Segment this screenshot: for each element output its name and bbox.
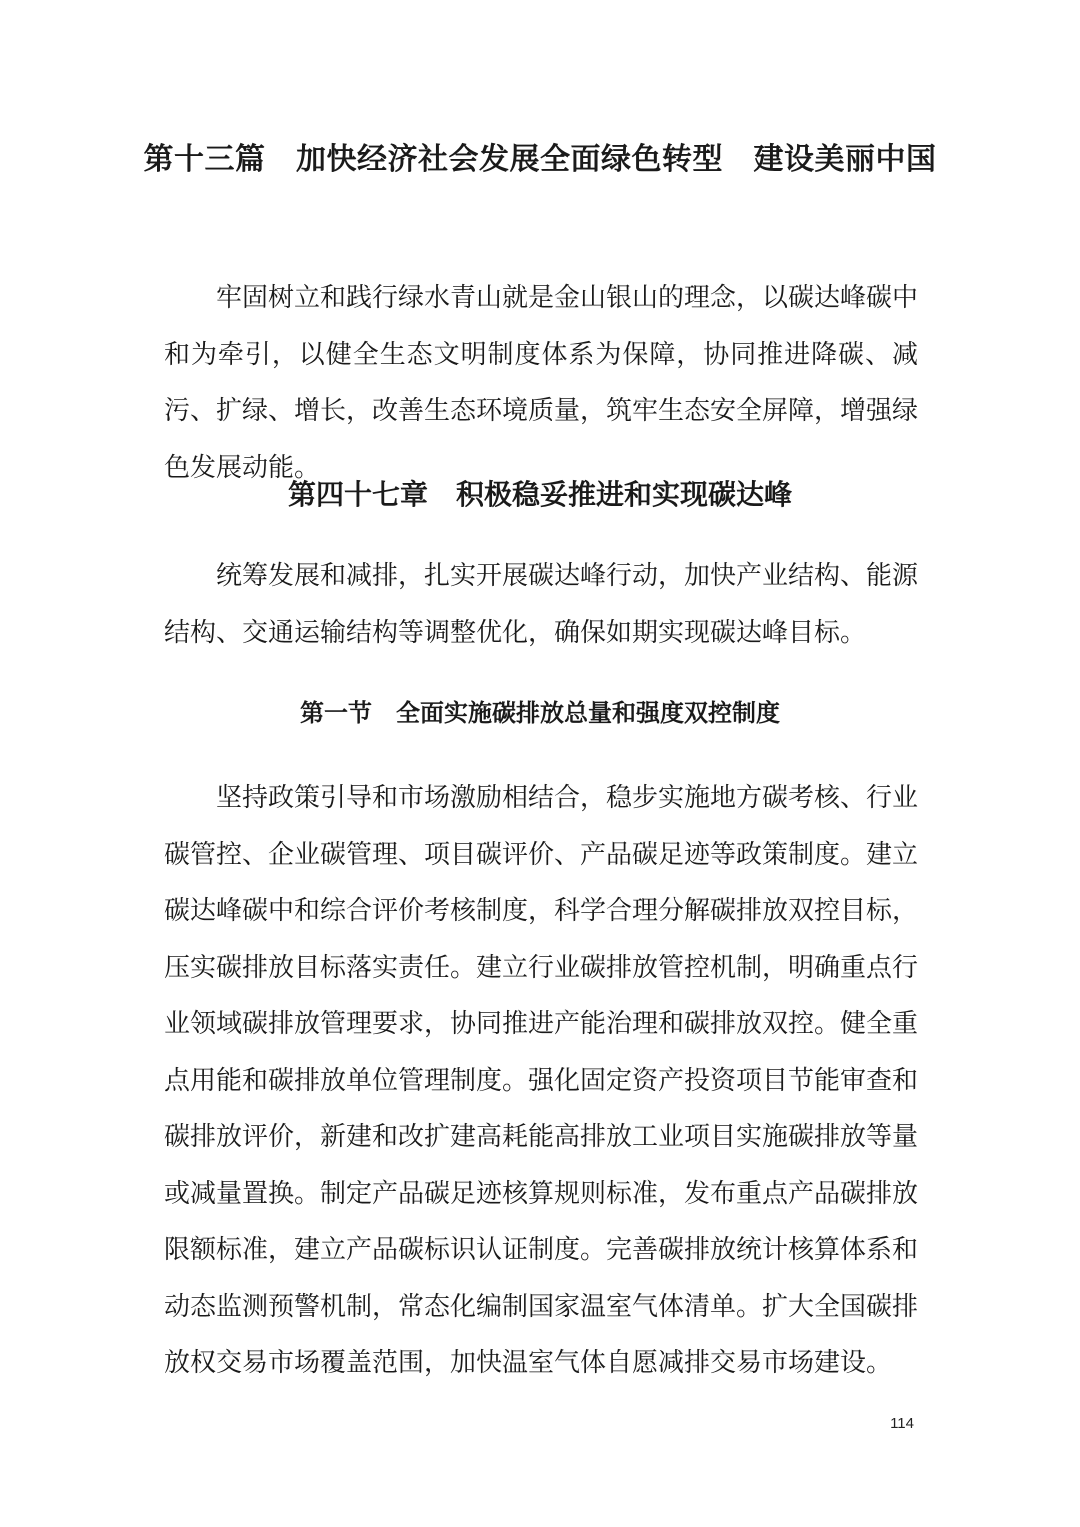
page-number: 114 <box>890 1415 914 1432</box>
part-intro-paragraph: 牢固树立和践行绿水青山就是金山银山的理念，以碳达峰碳中和为牵引，以健全生态文明制度体系为保障，协同推进降碳、减污、扩绿、增长，改善生态环境质量，筑牢生态安全屏障，增强绿色发展动能。 <box>164 283 919 483</box>
chapter-intro-paragraph: 统筹发展和减排，扎实开展碳达峰行动，加快产业结构、能源结构、交通运输结构等调整优化，确保如期实现碳达峰目标。 <box>164 561 919 648</box>
part-title: 第十三篇 加快经济社会发展全面绿色转型 建设美丽中国 <box>143 142 937 177</box>
section-title: 第一节 全面实施碳排放总量和强度双控制度 <box>300 699 780 727</box>
chapter-title: 第四十七章 积极稳妥推进和实现碳达峰 <box>287 478 792 511</box>
section-body-paragraph: 坚持政策引导和市场激励相结合，稳步实施地方碳考核、行业碳管控、企业碳管理、项目碳评价、产品碳足迹等政策制度。建立碳达峰碳中和综合评价考核制度，科学合理分解碳排放双控目标，压实碳排放目标落实责任。建立行业碳排放管控机制，明确重点行业领域碳排放管理要求，协同推进产能治理和碳排放双控。健全重点用能和碳排放单位管理制度。强化固定资产投资项目节能审查和碳排放评价，新建和改扩建高耗能高排放工业项目实施碳排放等量或减量置换。制定产品碳足迹核算规则标准，发布重点产品碳排放限额标准，建立产品碳标识认证制度。完善碳排放统计核算体系和动态监测预警机制，常态化编制国家温室气体清单。扩大全国碳排放权交易市场覆盖范围，加快温室气体自愿减排交易市场建设。 <box>164 783 919 1378</box>
